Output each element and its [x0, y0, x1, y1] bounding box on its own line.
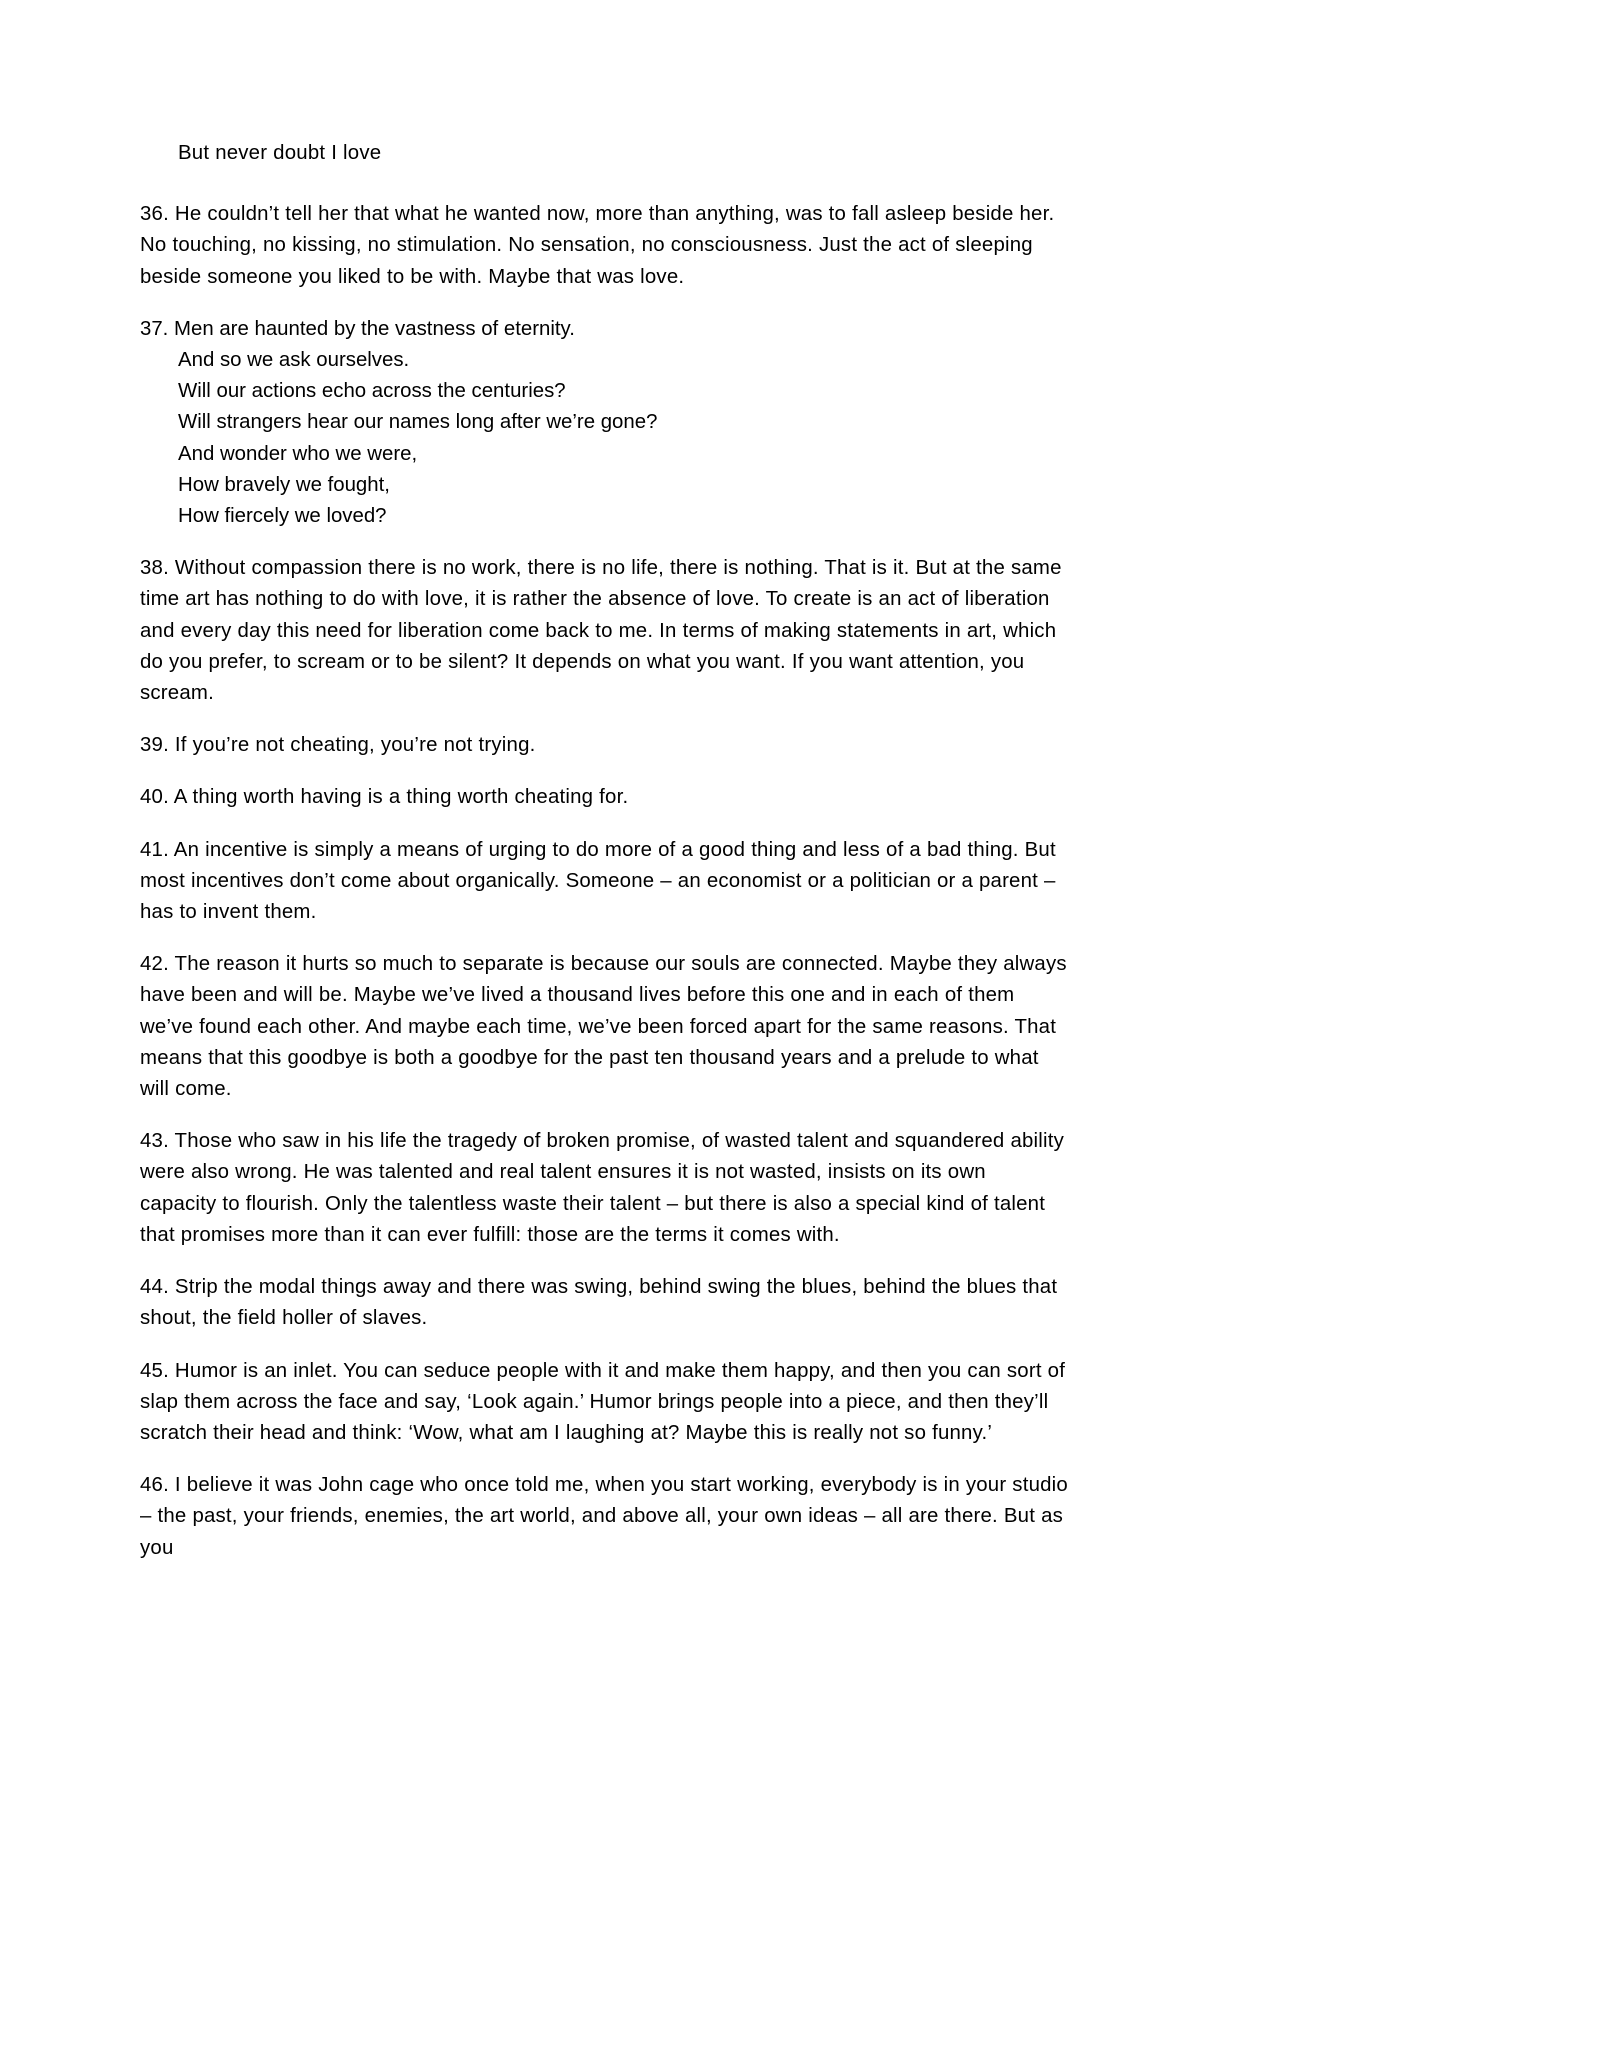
numbered-paragraph-41: 41. An incentive is simply a means of urging to do more of a good thing and less of a bad thing. But most incentives don’t come about organically. Someone – an economist or a politician or a parent – has to invent them.: [140, 838, 1056, 924]
epigraph-line: But never doubt I love: [178, 142, 382, 164]
verse-line: How bravely we fought,: [178, 473, 390, 496]
numbered-paragraph-46: 46. I believe it was John cage who once told me, when you start working, everybody is in your studio – the past, your friends, enemies, the art world, and above all, your own ideas – all are there. But as you: [140, 1474, 1068, 1559]
numbered-paragraph-36: 36. He couldn’t tell her that what he wanted now, more than anything, was to fall asleep beside her. No touching, no kissing, no stimulation. No sensation, no consciousness. Just the act of sleeping beside someone you liked to be with. Maybe that was love.: [140, 203, 1055, 288]
verse-line: Will our actions echo across the centuries?: [178, 380, 566, 403]
page-bottom-margin: [140, 1585, 1068, 1735]
numbered-paragraph-44: 44. Strip the modal things away and there was swing, behind swing the blues, behind the blues that shout, the field holler of slaves.: [140, 1276, 1058, 1330]
page-text-body: [140, 138, 1068, 1735]
numbered-verse-37: [140, 314, 1068, 532]
verse-line: And so we ask ourselves.: [178, 349, 410, 372]
numbered-paragraph-39: 39. If you’re not cheating, you’re not trying.: [140, 734, 536, 757]
numbered-paragraph-38: 38. Without compassion there is no work, there is no life, there is nothing. That is it. But at the same time art has nothing to do with love, it is rather the absence of love. To create is an act of liberation and every day this need for liberation come back to me. In terms of making statements in art, which do you prefer, to scream or to be silent? It depends on what you want. If you want attention, you scream.: [140, 557, 1062, 705]
numbered-paragraph-43: 43. Those who saw in his life the tragedy of broken promise, of wasted talent and squandered ability were also wrong. He was talented and real talent ensures it is not wasted, insists on its own capacity to flourish. Only the talentless waste their talent – but there is also a special kind of talent that promises more than it can ever fulfill: those are the terms it comes with.: [140, 1130, 1065, 1246]
numbered-paragraph-45: 45. Humor is an inlet. You can seduce people with it and make them happy, and then you can sort of slap them across the face and say, ‘Look again.’ Humor brings people into a piece, and then they’ll scratch their head and think: ‘Wow, what am I laughing at? Maybe this is really not so funny.’: [140, 1359, 1066, 1444]
numbered-paragraph-40: 40. A thing worth having is a thing worth cheating for.: [140, 786, 629, 809]
verse-line: 37. Men are haunted by the vastness of eternity.: [140, 317, 575, 340]
verse-line: And wonder who we were,: [178, 442, 418, 465]
verse-line: How fiercely we loved?: [178, 505, 387, 528]
numbered-paragraph-42: 42. The reason it hurts so much to separate is because our souls are connected. Maybe they always have been and will be. Maybe we’ve lived a thousand lives before this one and in each of them we’ve found each other. And maybe each time, we’ve been forced apart for the same reasons. That means that this goodbye is both a goodbye for the past ten thousand years and a prelude to what will come.: [140, 953, 1067, 1101]
verse-line: Will strangers hear our names long after we’re gone?: [178, 411, 658, 434]
